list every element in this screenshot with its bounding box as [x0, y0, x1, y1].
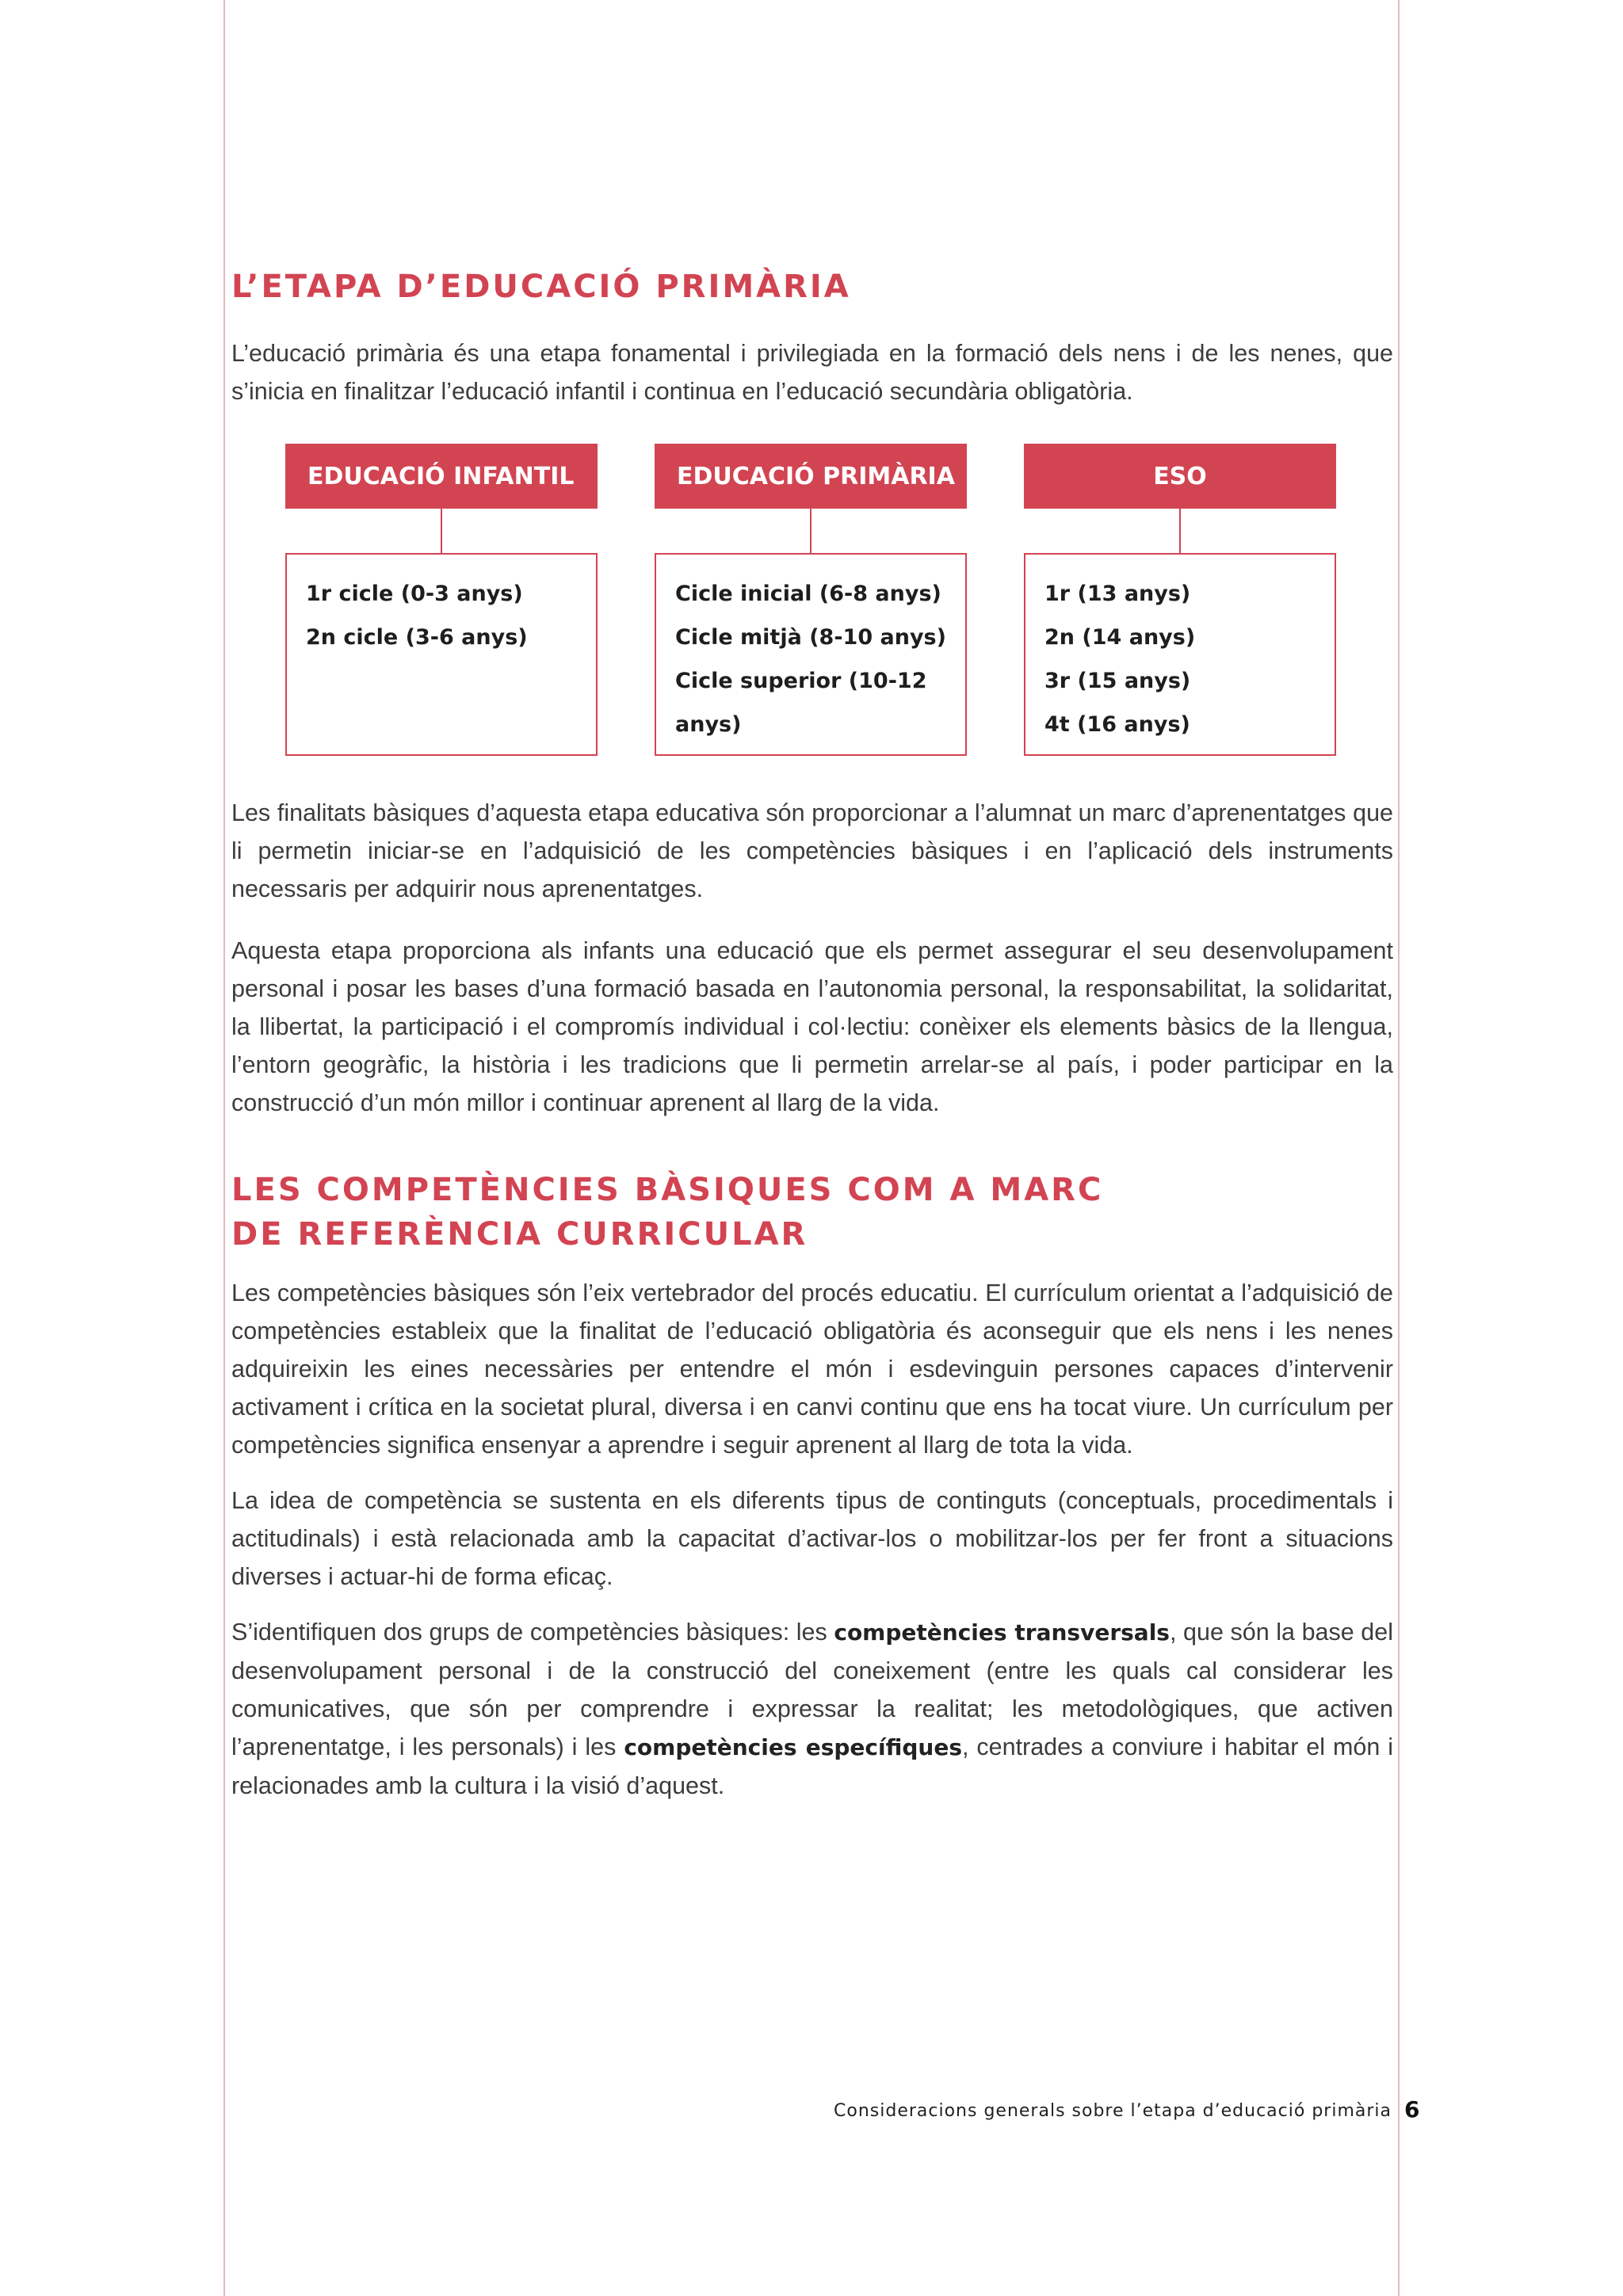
stage-box: [285, 553, 598, 756]
section-title-line-1: LES COMPETÈNCIES BÀSIQUES COM A MARC: [231, 1172, 1104, 1208]
stage-item: Cicle mitjà (8-10 anys): [675, 625, 946, 650]
connector-line: [441, 509, 442, 553]
stage-box: [655, 553, 967, 756]
bold-term-transversal: competències transversals: [834, 1619, 1170, 1646]
page-margin-line-left: [223, 0, 225, 2296]
body-paragraph: Aquesta etapa proporciona als infants una educació que els permet assegurar el seu desenvolupament personal i posar les bases d’una formació basada en l’autonomia personal, la responsabilitat, la solidaritat, la llibertat, la participació i el compromís individual i col·lectiu: conèixer els elements bàsics de la llengua, l’entorn geogràfic, la història i les tradicions que li permetin arrelar-se al país, i poder participar en la construcció d’un món millor i continuar aprenent al llarg de la vida.: [231, 937, 1393, 1116]
stage-header: EDUCACIÓ INFANTIL: [285, 444, 598, 509]
section-primary-paragraphs: [231, 794, 1393, 1122]
stage-box: [1024, 553, 1336, 756]
body-paragraph-competences: [231, 1613, 1393, 1805]
stage-item: 2n cicle (3-6 anys): [306, 625, 528, 650]
stage-item: 1r cicle (0-3 anys): [306, 582, 523, 606]
education-stages-diagram: [285, 444, 1336, 761]
section-basic-competences: [231, 1168, 1393, 1805]
stage-item: Cicle inicial (6-8 anys): [675, 582, 941, 606]
section-primary-education: [231, 265, 1393, 410]
stage-item: 2n (14 anys): [1044, 625, 1196, 650]
running-footer: Consideracions generals sobre l’etapa d’educació primària: [834, 2101, 1392, 2121]
stage-item: 1r (13 anys): [1044, 582, 1191, 606]
body-paragraph: La idea de competència se sustenta en els diferents tipus de continguts (conceptuals, procedimentals i actitudinals) i està relacionada amb la capacitat d’activar-los o mobilitzar-los per fer front a situacions diverses i actuar-hi de forma eficaç.: [231, 1487, 1393, 1590]
text-run: S’identifiquen dos grups de competències bàsiques: les: [231, 1619, 834, 1646]
text-run: , centrades a conviure i habitar el món i relacionades amb la cultura i la visió d’aquest.: [231, 1733, 1393, 1799]
body-paragraph: Les competències bàsiques són l’eix vertebrador del procés educatiu. El currículum orientat a l’adquisició de competències estableix que la finalitat de l’educació obligatòria és aconseguir que els nens i les nenes adquireixin les eines necessàries per entendre el món i esdevinguin persones capaces d’intervenir activament i crítica en la societat plural, diversa i en canvi continu que ens ha tocat viure. Un currículum per competències significa ensenyar a aprendre i seguir aprenent al llarg de tota la vida.: [231, 1280, 1393, 1459]
connector-line: [810, 509, 812, 553]
stage-column-primaria: [655, 444, 967, 757]
intro-paragraph: L’educació primària és una etapa fonamental i privilegiada en la formació dels nens i de les nenes, que s’inicia en finalitzar l’educació infantil i continua en l’educació secundària obligatòria.: [231, 340, 1393, 405]
section-title-line-2: DE REFERÈNCIA CURRICULAR: [231, 1216, 808, 1253]
bold-term-specific: competències específiques: [624, 1734, 962, 1760]
stage-item: 4t (16 anys): [1044, 712, 1190, 737]
page-margin-line-right: [1398, 0, 1400, 2296]
text-run: , que són la base del desenvolupament personal i de la construcció del coneixement (entre les quals cal considerar les comunicatives, que són per comprendre i expressar la realitat; les metodològiques, que activen l’aprenentatge, i les personals) i les: [231, 1619, 1393, 1760]
stage-item: 3r (15 anys): [1044, 669, 1191, 693]
stage-header: EDUCACIÓ PRIMÀRIA: [655, 444, 967, 509]
stage-item: Cicle superior (10-12 anys): [675, 669, 927, 737]
stage-column-infantil: [285, 444, 598, 757]
section-title: L’ETAPA D’EDUCACIÓ PRIMÀRIA: [231, 269, 851, 305]
stage-column-eso: [1024, 444, 1336, 757]
stage-header: ESO: [1024, 444, 1336, 509]
page-number: 6: [1404, 2096, 1420, 2122]
connector-line: [1179, 509, 1181, 553]
body-paragraph: Les finalitats bàsiques d’aquesta etapa educativa són proporcionar a l’alumnat un marc d’aprenentatges que li permetin iniciar-se en l’adquisició de les competències bàsiques i en l’aplicació dels instruments necessaris per adquirir nous aprenentatges.: [231, 799, 1393, 902]
